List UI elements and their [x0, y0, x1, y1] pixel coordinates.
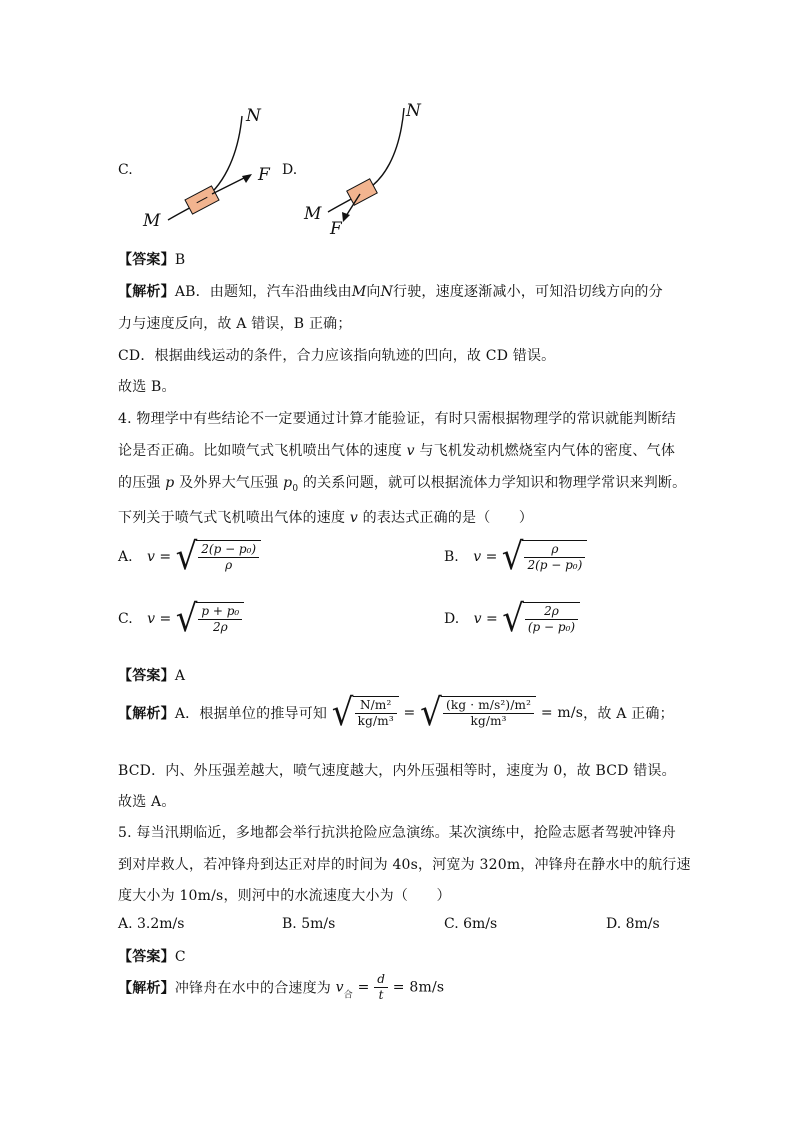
- q3-analysis-line1: 【解析】AB．由题知，汽车沿曲线由M向N行驶，速度逐渐减小，可知沿切线方向的分: [118, 284, 663, 300]
- q4-option-a: A. v = √ $\frac{\text{2(p − p₀)}}{\rho}$: [118, 540, 261, 574]
- q4-option-d: D. v = √ $\frac{2\rho}{\text{(p − p₀)}}$: [444, 602, 580, 636]
- q3-answer: 【答案】B: [118, 252, 186, 268]
- option-c-label: C.: [118, 162, 133, 178]
- figure-c-f-label: F: [258, 165, 270, 185]
- figure-c-n-label: N: [246, 106, 261, 126]
- q4-stem-line4: 下列关于喷气式飞机喷出气体的速度 v 的表达式正确的是（ ）: [118, 510, 534, 526]
- q4-stem-line3: 的压强 p 及外界大气压强 $p_0$ 的关系问题，就可以根据流体力学知识和物理学常识来判断。: [118, 475, 687, 494]
- q4-conclusion: 故选 A。: [118, 794, 176, 810]
- q5-option-c: C. 6m/s: [444, 916, 498, 932]
- q5-option-a: A. 3.2m/s: [118, 916, 185, 932]
- q4-stem-line1: 4. 物理学中有些结论不一定要通过计算才能验证，有时只需根据物理学的常识就能判断结: [118, 411, 677, 427]
- q4-analysis-line2: BCD．内、外压强差越大，喷气速度越大，内外压强相等时，速度为 0，故 BCD 错误。: [118, 763, 676, 779]
- q4-answer: 【答案】A: [118, 668, 186, 684]
- figure-d-m-label: M: [304, 204, 322, 224]
- q4-analysis-line1: 【解析】A．根据单位的推导可知 √ $\frac{\text{N/m²}}{\text{kg/m³}}$ = √ $\frac{\text{(kg · m/s²)/m²}}{\text{kg/m³}}$ = m/s，故 A 正确；: [118, 691, 674, 735]
- option-d-label: D.: [282, 162, 298, 178]
- q3-analysis-line3: CD．根据曲线运动的条件，合力应该指向轨迹的凹向，故 CD 错误。: [118, 348, 556, 364]
- q3-analysis-line2: 力与速度反向，故 A 错误，B 正确；: [118, 316, 352, 332]
- q4-stem-line2: 论是否正确。比如喷气式飞机喷出气体的速度 v 与飞机发动机燃烧室内气体的密度、气体: [118, 443, 676, 459]
- q5-stem-line1: 5. 每当汛期临近，多地都会举行抗洪抢险应急演练。某次演练中，抢险志愿者驾驶冲锋舟: [118, 825, 677, 841]
- q5-option-b: B. 5m/s: [282, 916, 336, 932]
- figure-c-m-label: M: [143, 211, 161, 231]
- q4-option-b: B. v = √ $\frac{\rho}{\text{2(p − p₀)}}$: [444, 540, 587, 574]
- q4-option-c: C. v = √ $\frac{\text{p + p₀}}{2\rho}$: [118, 602, 244, 636]
- q5-answer: 【答案】C: [118, 949, 186, 965]
- figure-d-n-label: N: [406, 101, 421, 121]
- figure-d-f-label: F: [330, 219, 342, 239]
- q3-conclusion: 故选 B。: [118, 379, 176, 395]
- q5-option-d: D. 8m/s: [606, 916, 660, 932]
- q5-stem-line2: 到对岸救人，若冲锋舟到达正对岸的时间为 40s，河宽为 320m，冲锋舟在静水中的航行速: [118, 857, 691, 873]
- q5-analysis: 【解析】冲锋舟在水中的合速度为 $v_合$ = $\frac{d}{t}$ = 8m/s: [118, 972, 445, 1002]
- q5-stem-line3: 度大小为 10m/s，则河中的水流速度大小为（ ）: [118, 888, 451, 904]
